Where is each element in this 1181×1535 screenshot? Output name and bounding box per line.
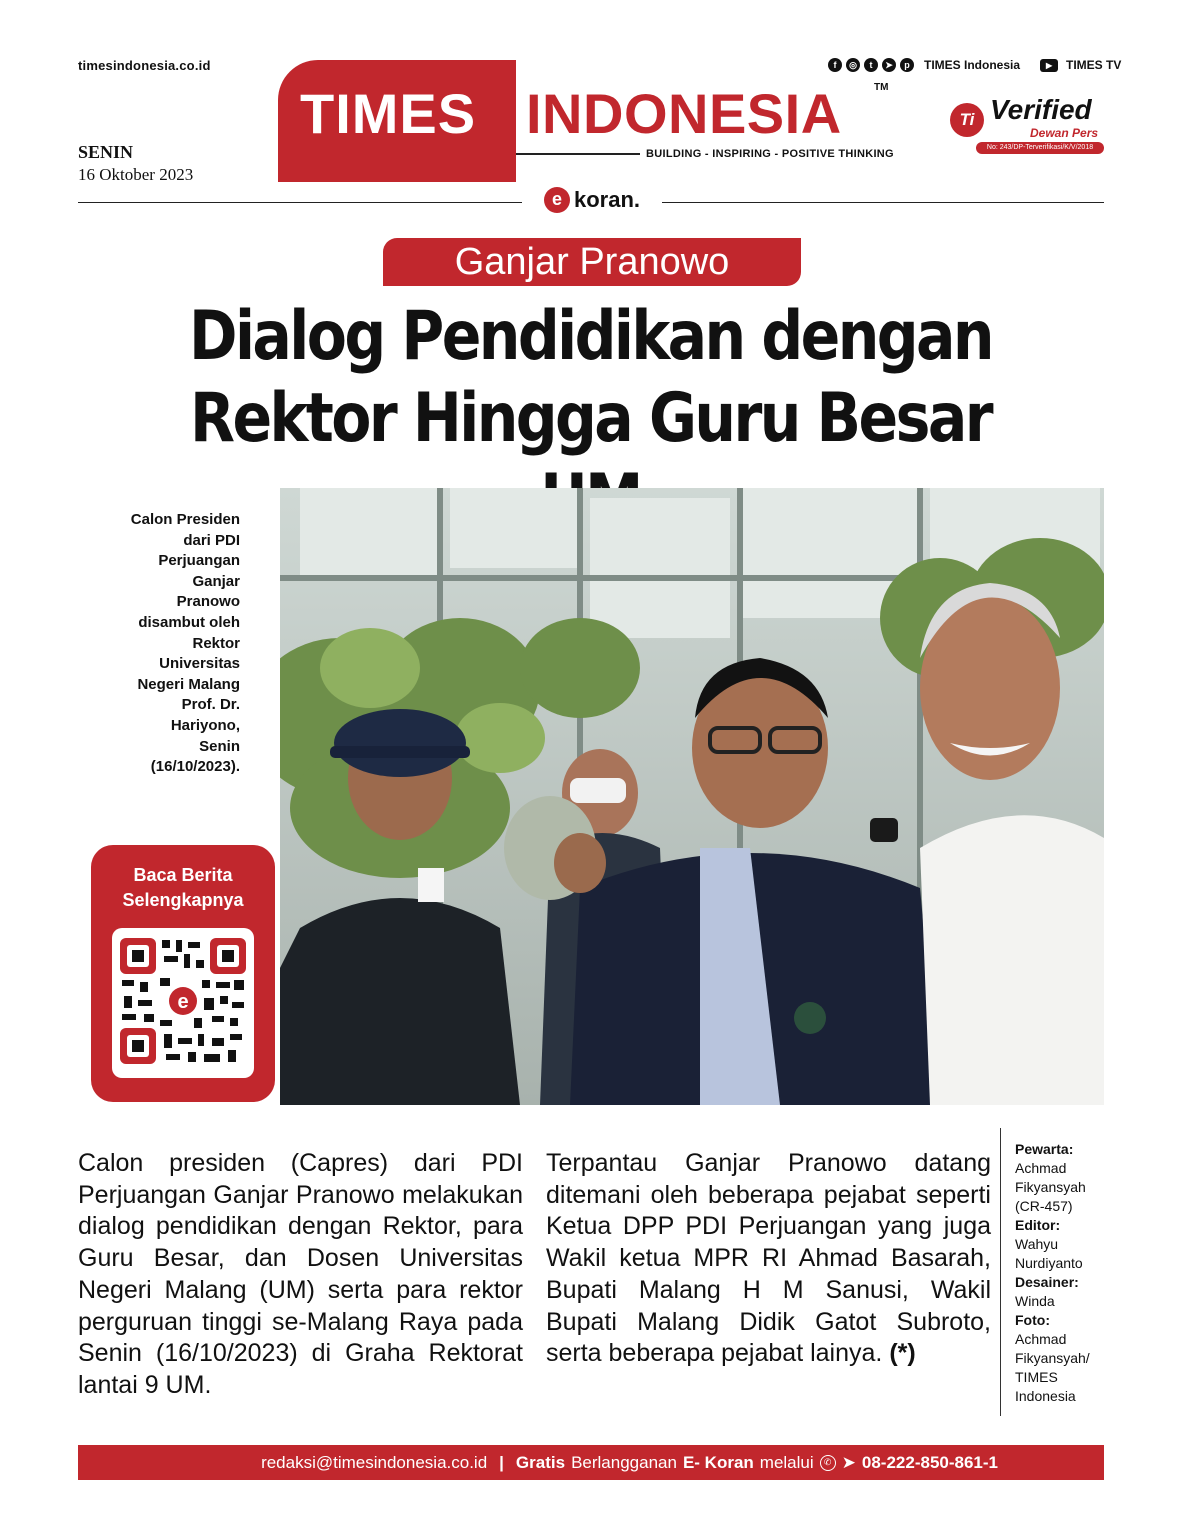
qr-code-icon[interactable] xyxy=(120,938,246,1064)
photo-caption: Calon Presiden dari PDI Perjuangan Ganjar Pranowo disambut oleh Rektor Universitas Negeri Malang Prof. Dr. Hariyono, Senin (16/10/2023). xyxy=(130,511,240,776)
telegram-footer-icon: ➤ xyxy=(841,1452,856,1472)
article-photo xyxy=(280,488,1104,1105)
headline-line-1: Dialog Pendidikan dengan xyxy=(188,297,992,376)
desainer-value: Winda xyxy=(1015,1293,1055,1309)
ti-badge-icon: Ti xyxy=(950,103,984,137)
social-label[interactable]: TIMES Indonesia xyxy=(924,58,1021,72)
foto-value: Achmad Fikyansyah/ TIMES Indonesia xyxy=(1015,1331,1090,1404)
foto-label: Foto: xyxy=(1015,1312,1050,1328)
body-column-1: Calon presiden (Capres) dari PDI Perjuangan Ganjar Pranowo melakukan dialog pendidikan dengan Rektor, para Guru Besar, dan Dosen Universitas Negeri Malang (UM) serta para rektor perguruan tinggi se-Malang Raya pada Senin (16/10/2023) di Graha Rektorat lantai 9 UM. xyxy=(78,1149,523,1399)
logo-times: TIMES xyxy=(300,82,477,145)
credits-divider xyxy=(1000,1128,1001,1416)
instagram-icon[interactable]: ◎ xyxy=(846,58,860,72)
tv-label[interactable]: TIMES TV xyxy=(1066,58,1122,72)
ekoran-e-icon: e xyxy=(544,187,570,213)
footer-melalui: melalui xyxy=(759,1452,814,1472)
headline-line-2: Rektor Hingga Guru Besar xyxy=(190,378,991,458)
body-column-2 xyxy=(546,1148,991,1370)
desainer-label: Desainer: xyxy=(1015,1274,1079,1290)
footer-phone[interactable]: 08-222-850-861-1 xyxy=(861,1452,998,1472)
footer-email[interactable]: redaksi@timesindonesia.co.id xyxy=(261,1452,488,1472)
trademark-mark: TM xyxy=(874,82,889,93)
pinterest-icon[interactable]: p xyxy=(900,58,914,72)
verified-label: Verified xyxy=(990,94,1092,125)
issue-date: 16 Oktober 2023 xyxy=(78,165,194,184)
telegram-icon[interactable]: ➤ xyxy=(882,58,896,72)
svg-text:e: e xyxy=(177,991,189,1013)
social-links xyxy=(828,58,1121,72)
footer-ekoran: E- Koran xyxy=(682,1452,754,1472)
editor-value: Wahyu Nurdiyanto xyxy=(1015,1236,1083,1271)
body-end-mark: (*) xyxy=(889,1339,916,1368)
logo-underline xyxy=(516,153,640,155)
pewarta-label: Pewarta: xyxy=(1015,1141,1074,1157)
ekoran-logo xyxy=(522,182,662,218)
pewarta-value: Achmad Fikyansyah (CR-457) xyxy=(1015,1160,1086,1214)
logo-tagline: BUILDING - INSPIRING - POSITIVE THINKING xyxy=(646,148,894,160)
footer-gratis: Gratis xyxy=(515,1452,566,1472)
whatsapp-icon: ✆ xyxy=(820,1455,836,1471)
site-url[interactable]: timesindonesia.co.id xyxy=(78,58,211,73)
credits xyxy=(1015,1140,1110,1406)
body-column-2-text: Terpantau Ganjar Pranowo datang ditemani oleh beberapa pejabat seperti Ketua DPP PDI Perjuangan yang juga Wakil ketua MPR RI Ahmad Basarah, Bupati Malang H M Sanusi, Wakil Bupati Malang Didik Gatot Subroto, serta beberapa pejabat lainya. xyxy=(546,1149,991,1368)
ekoran-text: koran. xyxy=(573,187,641,212)
facebook-icon[interactable]: f xyxy=(828,58,842,72)
footer-bar xyxy=(78,1445,1104,1480)
topic-kicker: Ganjar Pranowo xyxy=(383,238,801,286)
dewan-pers-label: Dewan Pers xyxy=(1030,126,1099,140)
footer-berlangganan: Berlangganan xyxy=(571,1452,677,1472)
twitter-icon[interactable]: t xyxy=(864,58,878,72)
youtube-icon: ▶ xyxy=(1040,59,1058,72)
verification-number: No: 243/DP-Terverifikasi/K/V/2018 xyxy=(976,142,1104,154)
issue-day: SENIN xyxy=(78,142,134,162)
qr-title: Baca Berita Selengkapnya xyxy=(122,865,244,910)
logo-indonesia: INDONESIA xyxy=(526,82,842,145)
editor-label: Editor: xyxy=(1015,1217,1061,1233)
footer-separator: | xyxy=(499,1452,504,1472)
